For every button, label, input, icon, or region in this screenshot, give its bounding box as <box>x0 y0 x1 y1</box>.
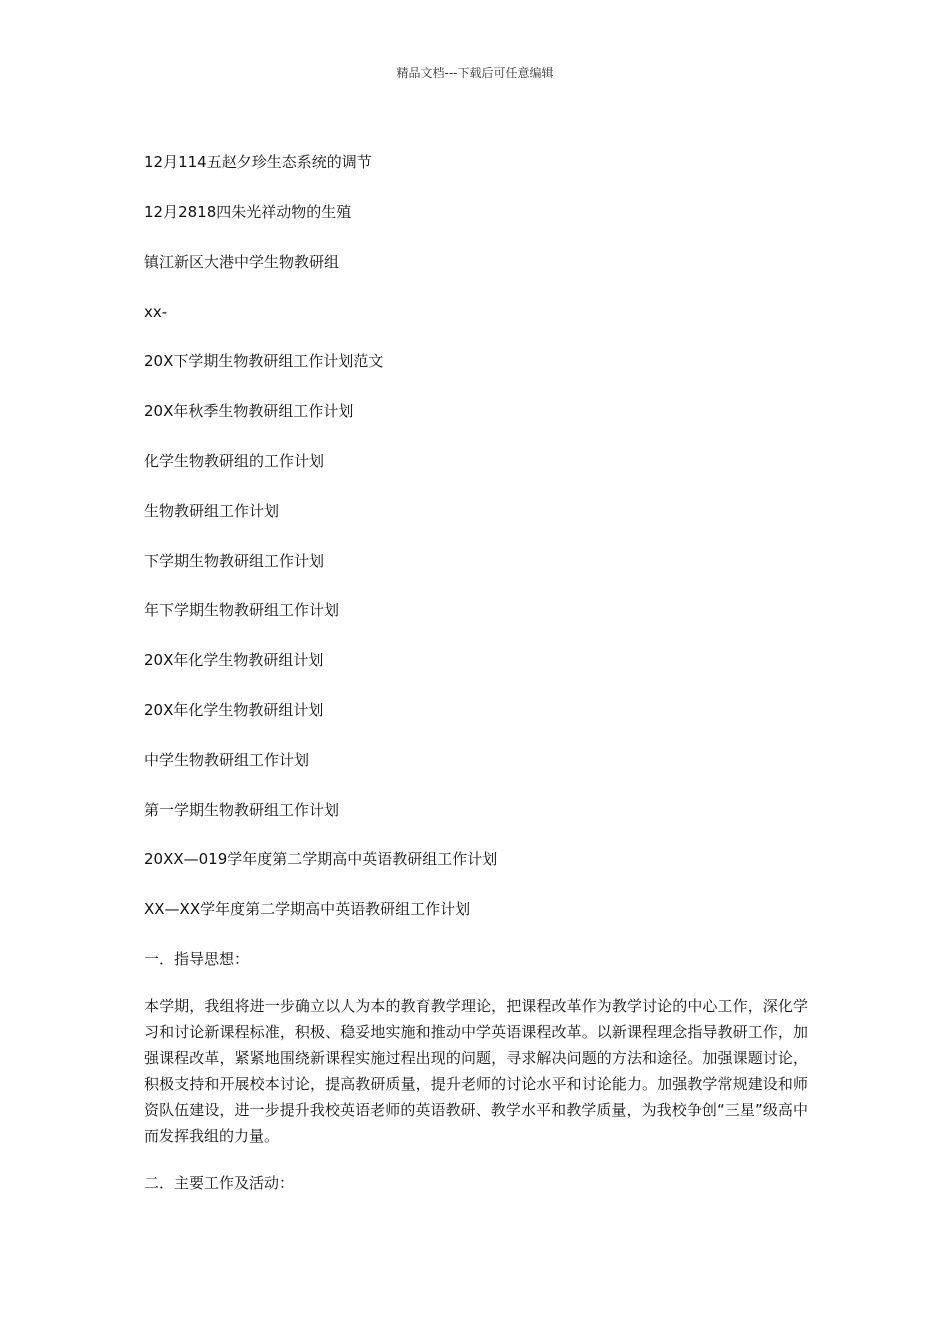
body-paragraph: 本学期，我组将进一步确立以人为本的教育教学理论，把课程改革作为教学讨论的中心工作，深化学习和讨论新课程标准，积极、稳妥地实施和推动中学英语课程改革。以新课程理念指导教研工作，加强课程改革，紧紧地围绕新课程实施过程出现的问题，寻求解决问题的方法和途径。加强课题讨论，积极支持和开展校本讨论，提高教研质量，提升老师的讨论水平和讨论能力。加强教学常规建设和师资队伍建设，进一步提升我校英语老师的英语教研、教学水平和教学质量，为我校争创“三星”级高中而发挥我组的力量。 <box>144 997 808 1145</box>
text-line: 20X下学期生物教研组工作计划范文 <box>144 352 384 370</box>
section-heading-1: 一．指导思想： <box>144 950 250 968</box>
page-header: 精品文档---下载后可任意编辑 <box>396 66 554 80</box>
text-line: 20XX—019学年度第二学期高中英语教研组工作计划 <box>144 850 498 868</box>
text-line: 化学生物教研组的工作计划 <box>144 452 325 470</box>
text-line: 年下学期生物教研组工作计划 <box>144 601 340 619</box>
text-line: 第一学期生物教研组工作计划 <box>144 801 340 819</box>
section-heading-2: 二．主要工作及活动： <box>144 1174 295 1192</box>
text-line: 20X年化学生物教研组计划 <box>144 701 324 719</box>
text-line: 12月2818四朱光祥动物的生殖 <box>144 203 352 221</box>
text-line: 20X年化学生物教研组计划 <box>144 651 324 669</box>
text-line: 镇江新区大港中学生物教研组 <box>144 253 340 271</box>
text-line: 12月114五赵夕珍生态系统的调节 <box>144 153 372 171</box>
text-line: XX—XX学年度第二学期高中英语教研组工作计划 <box>144 900 471 918</box>
text-line: xx- <box>144 303 168 321</box>
text-line: 下学期生物教研组工作计划 <box>144 552 325 570</box>
text-line: 中学生物教研组工作计划 <box>144 751 310 769</box>
text-line: 生物教研组工作计划 <box>144 502 280 520</box>
text-line: 20X年秋季生物教研组工作计划 <box>144 402 354 420</box>
